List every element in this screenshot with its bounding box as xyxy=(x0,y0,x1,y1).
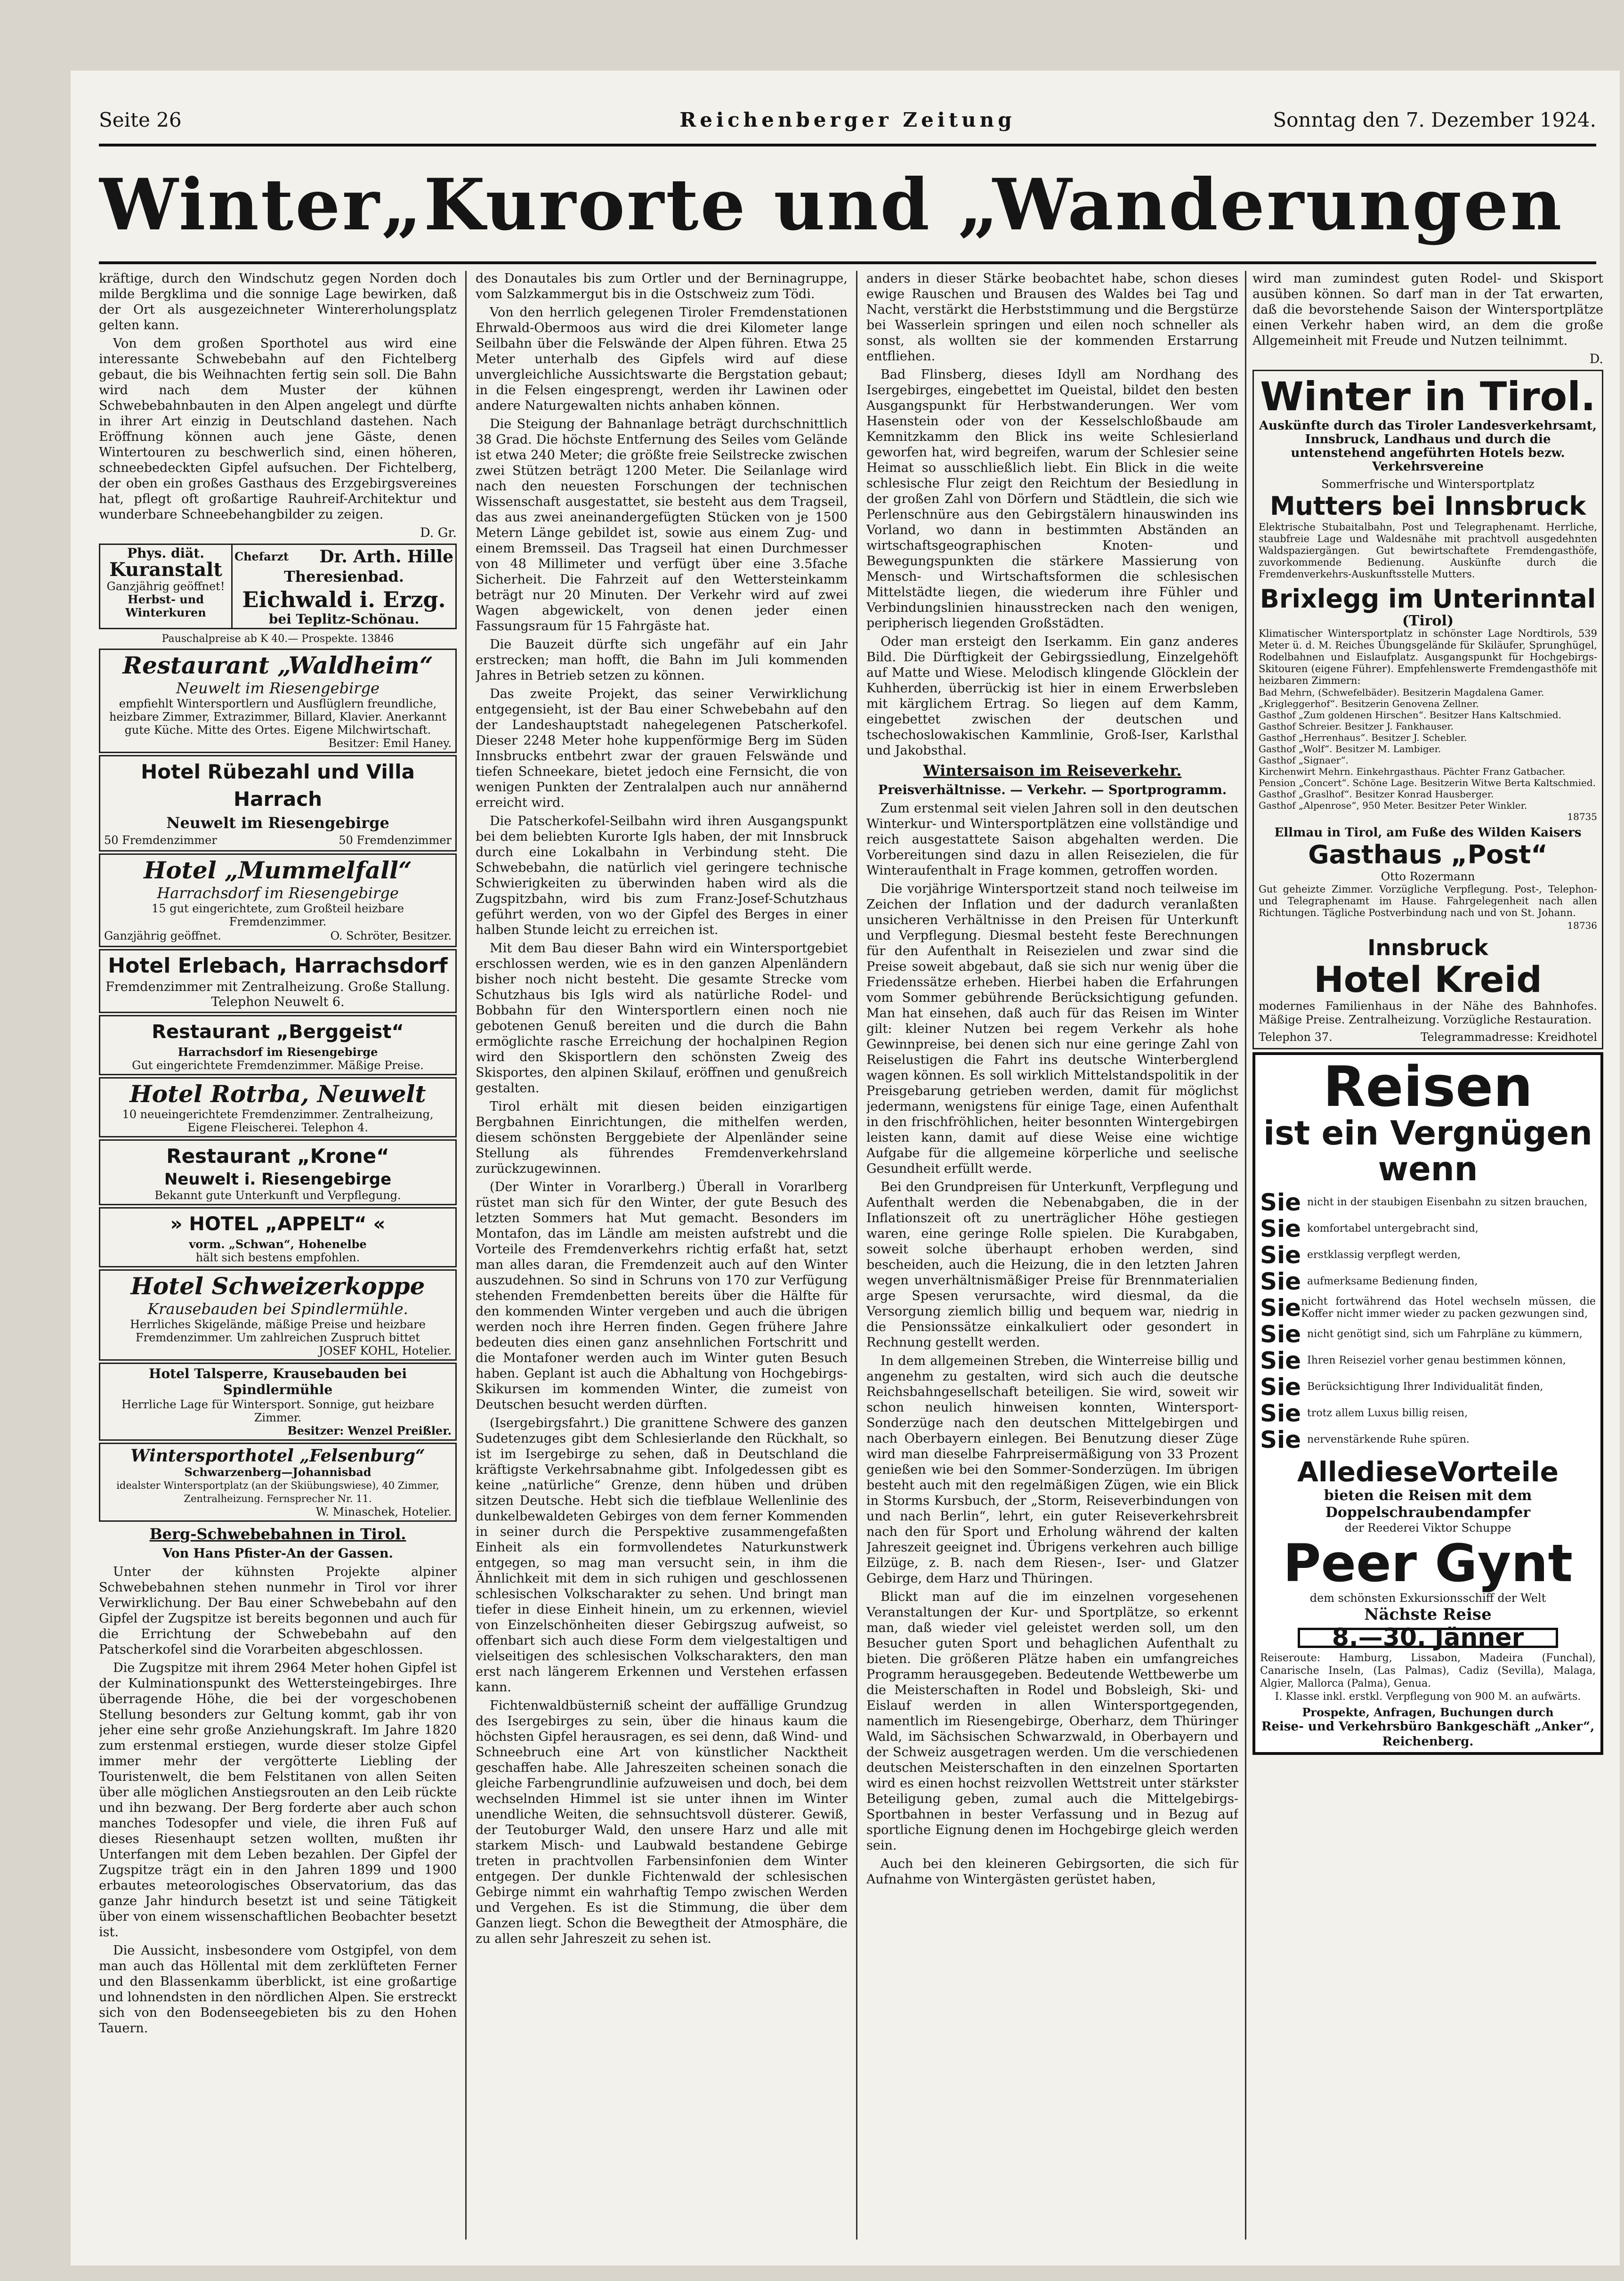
ad-note: Herbst- und Winterkuren xyxy=(125,593,206,619)
newspaper-title: Reichenberger Zeitung xyxy=(679,108,1016,131)
ad-place: Krausebauden bei Spindlermühle. xyxy=(147,1300,408,1318)
article-text: wird man zumindest guten Rodel- und Skisport ausüben können. So darf man in der Tat erwarten, daß die bevorstehende Saison der Wintersportplätze einen Verkehr haben wird, an dem die große Allgemeinheit mit Freude und Nutzen teilnimmt. xyxy=(1252,271,1603,348)
ad-contact xyxy=(1259,1030,1597,1045)
ad-text: Herrliches Skigelände, mäßige Preise und heizbare Fremdenzimmer. Um zahlreichen Zuspruch bittet xyxy=(130,1318,426,1344)
ad-wintersporthotel-felsenburg xyxy=(99,1443,457,1522)
article-text: In dem allgemeinen Streben, die Winterreise billig und angenehm zu gestalten, wird sich auch die deutsche Reichsbahngesellschaft beteiligen. Sie wird, soweit wir schon neulich hinweisen konnten, Wintersport-Sonderzüge nach den deutschen Mittelgebirgen und nach Oberbayern einlegen. Bei Benutzung dieser Züge wird man dieselbe Fahrpreisermäßigung von 33 Prozent genießen wie bei den Sommer-Sonderzügen. Im übrigen besteht auch mit den regelmäßigen Zügen, wie ein Blick in Storms Kursbuch, der „Storm, Reiseverbindungen von und nach Berlin“, lehrt, ein guter Reiseverkehrsbreit nach den für Sport und Erholung während der kalten Jahreszeit geeignet ind. Übrigens verkehren auch billige Eilzüge, z. B. nach dem Riesen-, Iser- und Glatzer Gebirge, dem Harz und Thüringen. xyxy=(866,1354,1238,1586)
trip-dates: 8.—30. Jänner xyxy=(1298,1628,1558,1648)
ad-restaurant-waldheim xyxy=(99,649,457,753)
ad-text: Elektrische Stubaitalbahn, Post und Telegraphenamt. Herrliche, staubfreie Lage und Waldesnähe mit prachtvoll ausgedehnten Waldspaziergängen. Gut bewirtschaftete Fremdengasthöfe, zuvorkommende Bedienung. Auskünfte durch die Fremdenverkehrs-Auskunftsstelle Mutters. xyxy=(1259,521,1597,580)
ad-title: Hotel Schweizerkoppe xyxy=(130,1272,425,1300)
ad-text: dem schönsten Exkursionsschiff der Welt xyxy=(1309,1591,1546,1605)
column-rule xyxy=(856,271,857,2240)
ad-title: Winter in Tirol. xyxy=(1260,373,1596,420)
article-text: Die Patscherkofel-Seilbahn wird ihren Ausgangspunkt bei dem beliebten Kurorte Igls haben, der mit Innsbruck durch eine Lokalbahn in Verbindung steht. Die Schwebebahn, die natürlich viel geringere technische Schwierigkeiten zu überwinden haben wird als die Zugspitzbahn, wird bis zum Franz-Josef-Schutzhaus geführt werden, von wo der Gipfel des Berges in einer halben Stunde leicht zu erreichen ist. xyxy=(476,814,848,937)
ad-text: Auskünfte durch das Tiroler Landesverkehrsamt, Innsbruck, Landhaus und durch die untenstehend angeführten Hotels bezw. Verkehrsvereine xyxy=(1259,419,1597,474)
top-rule xyxy=(99,144,1596,146)
ad-price: I. Klasse inkl. erstkl. Verpflegung von 900 M. an aufwärts. xyxy=(1275,1691,1581,1703)
newspaper-page xyxy=(71,71,1620,2265)
headline-rule xyxy=(99,261,1596,264)
sie-text: nicht fortwährend das Hotel wechseln müssen, die Koffer nicht immer wieder zu packen gezwungen sind, xyxy=(1301,1296,1596,1320)
ad-note: Ganzjährig geöffnet. xyxy=(104,929,221,942)
sie-item xyxy=(1260,1269,1596,1294)
ad-subtitle: Ellmau in Tirol, am Fuße des Wilden Kaisers xyxy=(1274,826,1582,840)
ad-note: Ganzjährig geöffnet! xyxy=(106,580,225,593)
sie-item xyxy=(1260,1374,1596,1400)
list-item: Gasthof „Herrenhaus“. Besitzer J. Schebler. xyxy=(1259,732,1467,743)
article-text: des Donautales bis zum Ortler und der Berninagruppe, vom Salzkammergut bis in die Ostschweiz zum Tödi. xyxy=(476,271,848,301)
ad-telegram: Telegrammadresse: Kreidhotel xyxy=(1421,1031,1597,1044)
ad-agent: Reise- und Verkehrsbüro Bankgeschäft „Anker“, Reichenberg. xyxy=(1261,1720,1595,1749)
ad-owner: Besitzer: Emil Haney. xyxy=(328,737,452,750)
sie-word: Sie xyxy=(1260,1347,1301,1374)
list-item: Pension „Concert“. Schöne Lage. Besitzerin Witwe Berta Kaltschmied. xyxy=(1259,777,1596,788)
sie-text: aufmerksame Bedienung finden, xyxy=(1307,1275,1478,1287)
ad-text: Fremdenzimmer mit Zentralheizung. Große Stallung. Telephon Neuwelt 6. xyxy=(105,980,450,1009)
column-rule xyxy=(1245,271,1246,2240)
article-text: Von den herrlich gelegenen Tiroler Fremdenstationen Ehrwald-Obermoos aus wird die drei Kilometer lange Seilbahn über die Felswände der Alpen führen. Etwa 25 Meter unterhalb des Gipfels wird auf diese unvergleichliche Aussichtswarte die Bergstation gebaut; in die Felsen eingesprengt, werden ihr Lawinen oder andere Naturgewalten nichts anhaben können. xyxy=(476,305,848,413)
article-text: Tirol erhält mit diesen beiden einzigartigen Bergbahnen Einrichtungen, die mithelfen werden, diesem schönsten Berggebiete der Alpenländer seine Stellung als führendes Fremdenverkehrsland zurückzugewinnen. xyxy=(476,1099,848,1176)
ad-place: Brixlegg im Unterinntal xyxy=(1260,584,1596,614)
ad-hotel-ruebezahl xyxy=(99,755,457,852)
ad-route: Reiseroute: Hamburg, Lissabon, Madeira (Funchal), Canarische Inseln, (Las Palmas), Cadiz (Sevilla), Malaga, Algier, Mallorca (Palma), Genua. xyxy=(1260,1652,1596,1689)
ad-text: 10 neueingerichtete Fremdenzimmer. Zentralheizung, Eigene Fleischerei. Telephon 4. xyxy=(122,1108,434,1134)
article-text: kräftige, durch den Windschutz gegen Norden doch milde Bergklima und die sonnige Lage bewirken, daß der Ort als ausgezeichneter Wintererholungsplatz gelten kann. xyxy=(99,271,457,333)
list-item: Gasthof „Signaer“. xyxy=(1259,755,1349,766)
ad-place: Harrachsdorf im Riesengebirge xyxy=(178,1045,378,1059)
ad-place: Neuwelt im Riesengebirge xyxy=(176,679,380,697)
article-text: Von dem großen Sporthotel aus wird eine interessante Schwebebahn auf den Fichtelberg gebaut, die bis Weihnachten fertig sein soll. Die Bahn wird nach dem Muster der kühnen Schwebebahnbauten in den Alpen angelegt und dürfte in ihrer Art einzig in Deutschland dastehen. Nach Eröffnung können auch jene Gäste, denen Wintertouren zu beschwerlich sind, einen höheren, schneebedeckten Gipfel aufsuchen. Der Fichtelberg, der oben ein großes Gasthaus des Erzgebirgsvereines hat, pflegt oft großartige Rauhreif-Architektur und wunderbare Schneebehangbilder zu zeigen. xyxy=(99,336,457,522)
ad-hotel-schweizerkoppe xyxy=(99,1269,457,1361)
article-text: Oder man ersteigt den Iserkamm. Ein ganz anderes Bild. Die Dürftigkeit der Gebirgssiedlung, Einzelgehöft auf Matte und Wiese. Melodisch klingende Glöcklein der Kuhherden, überrückig ist hier in einem Erwerbsleben mit kärglichem Ertrag. So liegen auf dem Kamm, eingebettet zwischen der deutschen und tschechoslowakischen Kammlinie, Groß-Iser, Karlsthal und Jakobsthal. xyxy=(866,634,1238,758)
column-1 xyxy=(99,271,457,2247)
ad-doctor: Dr. Arth. Hille xyxy=(319,547,453,567)
article-text: Die vorjährige Wintersportzeit stand noch teilweise im Zeichen der Inflation und der dadurch veranlaßten unsicheren Verhältnisse in den Preisen für Unterkunft und Verpflegung. Diesmal besteht feste Berechnungen für den Aufenthalt in Reisezielen und zwar sind die Preise soweit abgebaut, daß sie sich nur wenig über die Friedenssätze erheben. Hierbei haben die Erfahrungen vom Sommer gebührende Berücksichtigung gefunden. Man hat einsehen, daß auch für das Reisen im Winter gilt: kleiner Nutzen bei regem Verkehr als hohe Gewinnpreise, bei denen sich nur eine geringe Zahl von Reiselustigen die Fahrt ins deutsche Winterberglend wagen können. Es soll wirklich Mittelstandspolitik in der Preisgebarung getrieben werden, damit für möglichst jedermann, wenigstens für einige Tage, einen Aufenthalt in den frischfröhlichen, heiter besonnten Wintergebirgen leisten kann, damit auf diese Weise eine wichtige Aufgabe für die allgemeine körperliche und seelische Gesundheit erfüllt werde. xyxy=(866,882,1238,1176)
sie-item xyxy=(1260,1348,1596,1373)
article-text: (Der Winter in Vorarlberg.) Überall in Vorarlberg rüstet man sich für den Winter, der gute Besuch des letzten Sommers hat Mut gemacht. Besonders im Montafon, das im Ländle am meisten aufstrebt und die Vorteile des Fremdenverkehrs richtig erfaßt hat, setzt man alles daran, die Fremdenzeit auch auf den Winter auszudehnen. So sind in Schruns von 170 zur Verfügung stehenden Fremdenbetten bereits über die Hälfte für den kommenden Winter vergeben und auch die übrigen werden noch ihre Herren finden. Gegen frühere Jahre bedeuten dies einen ganz ansehnlichen Fortschritt und die Montafoner werden auch im Winter guten Besuch haben. Geplant ist auch die Abhaltung von Hochgebirgs-Skikursen im kommenden Winter, die zumeist von Deutschen besucht werden dürften. xyxy=(476,1180,848,1412)
ad-place: Neuwelt i. Riesengebirge xyxy=(164,1170,392,1189)
column-2 xyxy=(476,271,848,2247)
ad-note: bei Teplitz-Schönau. xyxy=(268,611,420,627)
ad-note: 50 Fremdenzimmer xyxy=(339,834,452,847)
sie-item xyxy=(1260,1242,1596,1268)
list-item: Gasthof „Graslhof“. Besitzer Konrad Hausberger. xyxy=(1259,788,1494,800)
ad-text: Gut eingerichtete Fremdenzimmer. Mäßige Preise. xyxy=(132,1059,424,1072)
article-text: Unter der kühnsten Projekte alpiner Schwebebahnen stehen nunmehr in Tirol vor ihrer Verwirklichung. Der Bau einer Schwebebahn auf den Gipfel der Zugspitze ist bereits begonnen und auch für die Errichtung der Schwebebahn auf den Patscherkofel sind die Vorarbeiten abgeschlossen. xyxy=(99,1565,457,1657)
sie-word: Sie xyxy=(1260,1294,1301,1322)
ad-number: 18736 xyxy=(1567,920,1597,931)
ad-title: Reisen xyxy=(1323,1054,1533,1119)
ad-number: 18735 xyxy=(1567,811,1597,822)
ad-hotel-rotrba xyxy=(99,1077,457,1137)
ad-text: 15 gut eingerichtete, zum Großteil heizbare Fremdenzimmer. xyxy=(152,902,404,928)
ad-title: Restaurant „Waldheim“ xyxy=(122,651,433,679)
ad-place: vorm. „Schwan“, Hohenelbe xyxy=(189,1237,367,1251)
ad-title: » HOTEL „APPELT“ « xyxy=(170,1213,386,1235)
sie-word: Sie xyxy=(1260,1215,1301,1242)
article-text: Die Steigung der Bahnanlage beträgt durchschnittlich 38 Grad. Die höchste Entfernung des Seiles vom Gelände ist etwa 240 Meter; die größte freie Seilstrecke zwischen zwei Stützen beträgt 1200 Meter. Die Seilanlage wird nach den neuesten Forschungen der technischen Wissenschaft ausgestattet, sie besteht aus dem Tragseil, das aus zwei aneinandergefügten Stücken von je 1500 Metern Länge gebildet ist, sowie aus einem Zug- und einem Bremsseil. Das Tragseil hat einen Durchmesser von 48 Millimeter und verfügt über eine 3.5fache Sicherheit. Die Fahrzeit auf den Wettersteinkamm beträgt nur 20 Minuten. Der Verkehr wird auf zwei Wagen abgewickelt, von denen jeder einen Fassungsraum für 15 Fahrgäste hat. xyxy=(476,417,848,633)
ad-text: der Reederei Viktor Schuppe xyxy=(1344,1521,1511,1534)
ad-text: Bekannt gute Unterkunft und Verpflegung. xyxy=(154,1189,401,1202)
ad-label: Chefarzt xyxy=(234,550,289,563)
article-text: Blickt man auf die im einzelnen vorgesehenen Veranstaltungen der Kur- und Sportplätze, so erkennt man, daß wieder viel geleistet werden soll, um den Besucher guten Sport und behaglichen Aufenthalt zu bieten. Die größeren Plätze haben ein umfangreiches Programm herausgegeben. Bedeutende Wettbewerbe um die Meisterschaften in Rodel und Bobsleigh, Ski- und Eislauf werden in allen Wintersportgegenden, namentlich im Riesengebirge, Oberharz, dem Thüringer Wald, im Sächsischen Schwarzwald, in Oberbayern und der Schweiz ausgetragen werden. Um die verschiedenen deutschen Meisterschaften in den einzelnen Sportarten wird es einen hochst reizvollen Wettstreit unter stärkster Beteiligung geben, zumal auch die Mittelgebirgs-Sportbahnen in bester Verfassung und in Bezug auf sportliche Eignung denen im Hochgebirge gleich werden sein. xyxy=(866,1590,1238,1853)
sie-item xyxy=(1260,1322,1596,1347)
ad-place: Mutters bei Innsbruck xyxy=(1269,491,1586,521)
ad-title: Restaurant „Berggeist“ xyxy=(152,1021,404,1043)
issue-date: Sonntag den 7. Dezember 1924. xyxy=(1273,108,1596,131)
ad-title: Hotel Rübezahl und Villa Harrach xyxy=(141,760,415,811)
sie-item xyxy=(1260,1427,1596,1453)
ad-subtitle: Sommerfrische und Wintersportplatz xyxy=(1321,478,1535,491)
ad-title: Hotel Talsperre, Krausebauden bei Spindlermühle xyxy=(149,1366,407,1397)
sie-word: Sie xyxy=(1260,1268,1301,1295)
ad-price: Pauschalpreise ab K 40.— Prospekte. 13846 xyxy=(162,633,394,645)
sie-text: nicht genötigt sind, sich um Fahrpläne zu kümmern, xyxy=(1307,1328,1583,1340)
ad-text: Gut geheizte Zimmer. Vorzügliche Verpflegung. Post-, Telephon- und Telegraphenamt im Hause. Fahrgelegenheit nach allen Richtungen. Tägliche Postverbindung nach und von St. Johann. xyxy=(1259,884,1597,918)
sie-word: Sie xyxy=(1260,1242,1301,1269)
list-item: Gasthof Schreier. Besitzer J. Fankhauser. xyxy=(1259,721,1454,732)
page-headline: Winter„Kurorte und „Wanderungen xyxy=(99,163,1564,246)
sie-item xyxy=(1260,1216,1596,1242)
ad-owner: JOSEF KOHL, Hotelier. xyxy=(319,1344,452,1357)
article-heading: Berg-Schwebebahnen in Tirol. xyxy=(149,1525,406,1543)
column-rule xyxy=(465,271,467,2240)
article-text: Fichtenwaldbüsterniß scheint der auffällige Grundzug des Isergebirges zu sein, über die hinaus kaum die höchsten Gipfel herausragen, es sei denn, daß Wind- und Schneebruch eine Art von künstlicher Nacktheit geschaffen habe. Alle Jahreszeiten scheinen sonach die gleiche Farbengrundlinie aufzuweisen und doch, bei dem wechselnden Himmel ist sie unter ihnen im Winter unendliche Weiten, die sehnsuchtsvoll düsterer. Gewiß, der Teutoburger Wald, den unsere Harz und alle mit starkem Misch- und Laubwald bestandene Gebirge treten in prachtvollen Farbensinfonien dem Winter entgegen. Der dunkle Fichtenwald der schlesischen Gebirge nimmt ein wahrhaftig Tempo zwischen Werden und Vergehen. Es ist die Stimmung, die über dem Ganzen liegt. Schon die Bewegtheit der Atmosphäre, die zu allen sehr Jahreszeit zu sehen ist. xyxy=(476,1698,848,1946)
ad-restaurant-berggeist xyxy=(99,1015,457,1075)
sie-text: nicht in der staubigen Eisenbahn zu sitzen brauchen, xyxy=(1307,1196,1588,1208)
sie-item xyxy=(1260,1295,1596,1321)
ad-owner: W. Minaschek, Hotelier. xyxy=(315,1505,452,1518)
ad-town: Eichwald i. Erzg. xyxy=(242,587,446,612)
ad-title: Hotel Kreid xyxy=(1314,958,1542,1000)
ad-title: Hotel „Mummelfall“ xyxy=(144,856,412,884)
article-text: (Isergebirgsfahrt.) Die granittene Schwere des ganzen Sudetenzuges gibt dem Schlesierlande den Rückhalt, so ist im Isergebirge zu sehen, daß in Deutschland die kräftigste Verkehrsabnahme gibt. Infolgedessen gibt es keine „natürliche“ Grenze, denn hüben und drüben sitzen Deutsche. Hebt sich die tiefblaue Wellenlinie des dunkelbewaldeten Gebirges von dem ferner Kommenden in seiner durch die Perspektive zusammengefaßten Einheit als ein formvollendetes Naturkunstwerk entgegen, so mag man versucht sein, in ihm die Ähnlichkeit mit dem in sich ruhigen und geschlossenen schlesischen Volkscharakter zu sehen. Und bringt man tiefer in diese Einheit hinein, um zu erkennen, wieviel von Einzelschönheiten dieser Gebirgszug aufweist, so offenbart sich auch diese Form dem vielgestaltigen und vielseitigen des schlesischen Volkscharakters, den man erst nach längerem Erkennen und Verstehen erfassen kann. xyxy=(476,1416,848,1695)
ad-list xyxy=(1259,687,1597,822)
ad-text: Klimatischer Wintersportplatz in schönster Lage Nordtirols, 539 Meter ü. d. M. Reiches Übungsgelände für Skiläufer, Sprunghügel, Rodelbahnen und Eislaufplatz. Ausgangspunkt für Hochgebirgs-Skitouren (eigene Führer). Empfehlenswerte Fremdengasthöfe mit heizbaren Zimmern: xyxy=(1259,628,1597,686)
ad-hotel-appelt xyxy=(99,1207,457,1267)
ad-text: empfiehlt Wintersportlern und Ausflüglern freundliche, heizbare Zimmer, Extrazimmer, Billard, Klavier. Anerkannt gute Küche. Mitte des Ortes. Eigene Milchwirtschaft. xyxy=(109,697,447,737)
sie-word: Sie xyxy=(1260,1321,1301,1348)
ad-title: Gasthaus „Post“ xyxy=(1308,840,1548,869)
article-author: Von Hans Pfister-An der Gassen. xyxy=(162,1546,393,1561)
column-3 xyxy=(866,271,1238,2247)
list-item: Gasthof „Wolf“. Besitzer M. Lambiger. xyxy=(1259,743,1441,755)
article-text: Bei den Grundpreisen für Unterkunft, Verpflegung und Aufenthalt werden die Nebenabgaben, die in der Inflationszeit oft zu unerträglicher Höhe gestiegen waren, eine geringe Rolle spielen. Die Kurabgaben, soweit solche überhaupt erhoben werden, sind bescheiden, auch die Heizung, die in den letzten Jahren wegen unverhältnismäßiger Preise für Brennmaterialien arge Spesen verursachte, wird diesmal, da die Versorgung ziemlich billig und bequem war, niedrig in die Pensionssätze einkalkuliert oder gesondert in Rechnung gestellt werden. xyxy=(866,1180,1238,1350)
ad-note: 50 Fremdenzimmer xyxy=(104,834,217,847)
ad-text: idealster Wintersportplatz (an der Skiübungswiese), 40 Zimmer, Zentralheizung. Fernsprecher Nr. 11. xyxy=(116,1480,439,1504)
ad-text: modernes Familienhaus in der Nähe des Bahnhofes. Mäßige Preise. Zentralheizung. Vorzügliche Restauration. xyxy=(1259,999,1597,1026)
ad-title: Wintersporthotel „Felsenburg“ xyxy=(130,1446,425,1466)
list-item: Bad Mehrn, (Schwefelbäder). Besitzerin Magdalena Gamer. xyxy=(1259,687,1544,698)
article-text: Mit dem Bau dieser Bahn wird ein Wintersportgebiet erschlossen werden, wie es in den ganzen Alpenländern bisher noch nicht besteht. Die gesamte Strecke vom Schutzhaus bis Igls wird als natürliche Rodel- und Bobbahn für den Wintersportlern einen noch nie gebotenen Genuß bereiten und die durch die Bahn ermöglichte rasche Erreichung der hochalpinen Region wird den Skisportlern den schönsten Zweig des Skisportes, den alpinen Skilauf, eröffnen und genußreich gestalten. xyxy=(476,941,848,1096)
article-text: Die Bauzeit dürfte sich ungefähr auf ein Jahr erstrecken; man hofft, die Bahn im Juli kommenden Jahres in Betrieb setzen zu können. xyxy=(476,637,848,683)
ad-title: Hotel Erlebach, Harrachsdorf xyxy=(108,954,448,978)
list-item: Kirchenwirt Mehrn. Einkehrgasthaus. Pächter Franz Gatbacher. xyxy=(1259,766,1566,777)
page-number: Seite 26 xyxy=(99,108,182,131)
column-4 xyxy=(1252,271,1603,2247)
sie-text: Berücksichtigung Ihrer Individualität finden, xyxy=(1307,1381,1543,1393)
ad-owner: Besitzer: Wenzel Preißler. xyxy=(287,1424,452,1437)
ad-next-trip: Nächste Reise xyxy=(1364,1605,1492,1624)
ad-place: Theresienbad. xyxy=(283,568,404,585)
ad-place: Neuwelt im Riesengebirge xyxy=(166,814,389,832)
ad-text: hält sich bestens empfohlen. xyxy=(195,1251,360,1264)
ad-slogan: AlledieseVorteile xyxy=(1297,1456,1559,1488)
article-text: Auch bei den kleineren Gebirgsorten, die sich für Aufnahme von Wintergästen gerüstet haben, xyxy=(866,1857,1238,1887)
article-text: anders in dieser Stärke beobachtet habe, schon dieses ewige Rauschen und Brausen des Waldes bei Tag und Nacht, verstärkt die Herbststimmung und die Bergstürze bei Wasserlein springen und eilen noch schneller als sonst, als wollten sie der kommenden Erstarrung entfliehen. xyxy=(866,271,1238,364)
ad-owner: O. Schröter, Besitzer. xyxy=(330,929,452,942)
sie-list xyxy=(1260,1190,1596,1453)
ad-subtitle: ist ein Vergnügen wenn xyxy=(1263,1114,1592,1188)
ad-text: Prospekte, Anfragen, Buchungen durch xyxy=(1302,1705,1554,1719)
ad-text: Herrliche Lage für Wintersport. Sonnige, gut heizbare Zimmer. xyxy=(121,1398,434,1424)
ad-owner: Otto Rozermann xyxy=(1381,870,1475,883)
sie-word: Sie xyxy=(1260,1373,1301,1401)
ad-kuranstalt-eichwald xyxy=(99,544,457,629)
ad-phone: Telephon 37. xyxy=(1259,1031,1333,1044)
ad-city: Innsbruck xyxy=(1367,935,1488,960)
list-item: Gasthof „Zum goldenen Hirschen“. Besitzer Hans Kaltschmied. xyxy=(1259,709,1561,721)
ad-hotel-mummelfall xyxy=(99,853,457,947)
list-item: „Krigleggerhof“. Besitzerin Genovena Zellner. xyxy=(1259,698,1479,709)
ship-name: Peer Gynt xyxy=(1283,1533,1573,1593)
masthead xyxy=(99,108,1596,137)
ad-region: (Tirol) xyxy=(1402,613,1454,629)
article-text: Zum erstenmal seit vielen Jahren soll in den deutschen Winterkur- und Wintersportplätzen eine vollständige und reich ausgestattete Saison abgehalten werden. Die Vorbereitungen sind dazu in allen Reisezielen, die für Winteraufenthalt in Frage kommen, getroffen worden. xyxy=(866,801,1238,878)
sie-text: trotz allem Luxus billig reisen, xyxy=(1307,1407,1468,1419)
ad-place: Schwarzenberg—Johannisbad xyxy=(184,1465,372,1479)
sie-item xyxy=(1260,1190,1596,1215)
sie-word: Sie xyxy=(1260,1189,1301,1216)
sie-item xyxy=(1260,1401,1596,1426)
ad-text: bieten die Reisen mit dem Doppelschraubendampfer xyxy=(1324,1487,1532,1521)
sie-word: Sie xyxy=(1260,1400,1301,1427)
ad-hotel-talsperre xyxy=(99,1363,457,1441)
article-heading: Wintersaison im Reiseverkehr. xyxy=(923,762,1182,779)
article-text: Das zweite Projekt, das seiner Verwirklichung entgegensieht, ist der Bau einer Schwebebahn auf den der Landeshauptstadt nahegelegenen Patscherkofel. Dieser 2248 Meter hohe kuppenförmige Berg im Süden Innsbrucks entbehrt zwar der grauen Felswände und tiefen Schneekare, bietet jedoch eine Fernsicht, die von wenigen Punkten der Zentralalpen auch nur annähernd erreicht wird. xyxy=(476,687,848,810)
list-item: Gasthof „Alpenrose“, 950 Meter. Besitzer Peter Winkler. xyxy=(1259,800,1527,811)
article-signature: D. Gr. xyxy=(420,526,457,540)
sie-text: komfortabel untergebracht sind, xyxy=(1307,1223,1479,1234)
article-text: Bad Flinsberg, dieses Idyll am Nordhang des Isergebirges, eingebettet im Queistal, bildet den besten Ausgangspunkt für Herbstwanderungen. Wer vom Hasenstein oder von der Kesselschloßbaude am Kemnitzkamm den Blick ins weite Schlesierland geworfen hat, wird begreifen, warum der Schlesier seine Heimat so ausschließlich liebt. Ein Blick in die weite schlesische Flur zeigt den Reichtum der Besiedlung in der großen Zahl von Dörfern und Städtlein, die sich wie Perlenschnüre aus den Gebirgstälern hinauswinden ins Vorland, wo dann in bestimmten Abständen an wirtschaftsgeographischen Knoten- und Bewegungspunkten die stärkere Massierung von Mensch- und Wirtschaftsformen die schlesischen Mittelstädte liegen, die wiederum ihre Fühler und Verbindungslinien hinausstrecken nach den wenigen, peripherisch liegenden Großstädten. xyxy=(866,367,1238,631)
article-signature: D. xyxy=(1589,352,1603,366)
ad-winter-in-tirol xyxy=(1252,370,1603,1049)
article-text: Die Zugspitze mit ihrem 2964 Meter hohen Gipfel ist der Kulminationspunkt des Wettersteingebirges. Ihre überragende Höhe, die bei der vorgeschobenen Stellung besonders zur Geltung kommt, gab ihr von jeher eine sehr große Anziehungskraft. Im Jahre 1820 zum erstenmal erstiegen, wurde dieser stolze Gipfel immer mehr der vergötterte Liebling der Touristenwelt, die bem Felstitanen von allen Seiten über alle möglichen Anstiegsrouten an den Leib rückte und ihn bezwang. Der Berg forderte aber auch schon manches Todesopfer und viele, die ihren Fuß auf dieses Riesenhaupt setzen wollten, mußten ihr Unterfangen mit dem Leben bezahlen. Der Gipfel der Zugspitze trägt ein in den Jahren 1899 und 1900 erbautes meteorologisches Observatorium, das das ganze Jahr hindurch besetzt ist und seine Tätigkeit über von einem wissenschaftlichen Beobachter besetzt ist. xyxy=(99,1661,457,1940)
ad-title: Hotel Rotrba, Neuwelt xyxy=(129,1080,426,1108)
ad-label: Phys. diät. xyxy=(127,545,204,561)
ad-restaurant-krone xyxy=(99,1139,457,1205)
ad-hotel-erlebach xyxy=(99,949,457,1013)
sie-text: Ihren Reiseziel vorher genau bestimmen können, xyxy=(1307,1355,1566,1366)
ad-place-brixlegg xyxy=(1259,584,1597,614)
article-subheading: Preisverhältnisse. — Verkehr. — Sportprogramm. xyxy=(878,783,1227,797)
sie-text: erstklassig verpflegt werden, xyxy=(1307,1249,1461,1261)
sie-text: nervenstärkende Ruhe spüren. xyxy=(1307,1434,1470,1445)
article-text: Die Aussicht, insbesondere vom Ostgipfel, von dem man auch das Höllental mit dem zerklüfteten Ferner und den Blassenkamm überblickt, ist eine großartige und lohnendsten in den nördlichen Alpen. Sie erstreckt sich von den Bodenseegebieten bis zu den Hohen Tauern. xyxy=(99,1943,457,2036)
ad-place: Harrachsdorf im Riesengebirge xyxy=(157,884,399,902)
ad-reisen-peer-gynt xyxy=(1252,1052,1603,1755)
sie-word: Sie xyxy=(1260,1426,1301,1453)
ad-title: Restaurant „Krone“ xyxy=(166,1145,389,1168)
ad-title: Kuranstalt xyxy=(109,559,222,581)
